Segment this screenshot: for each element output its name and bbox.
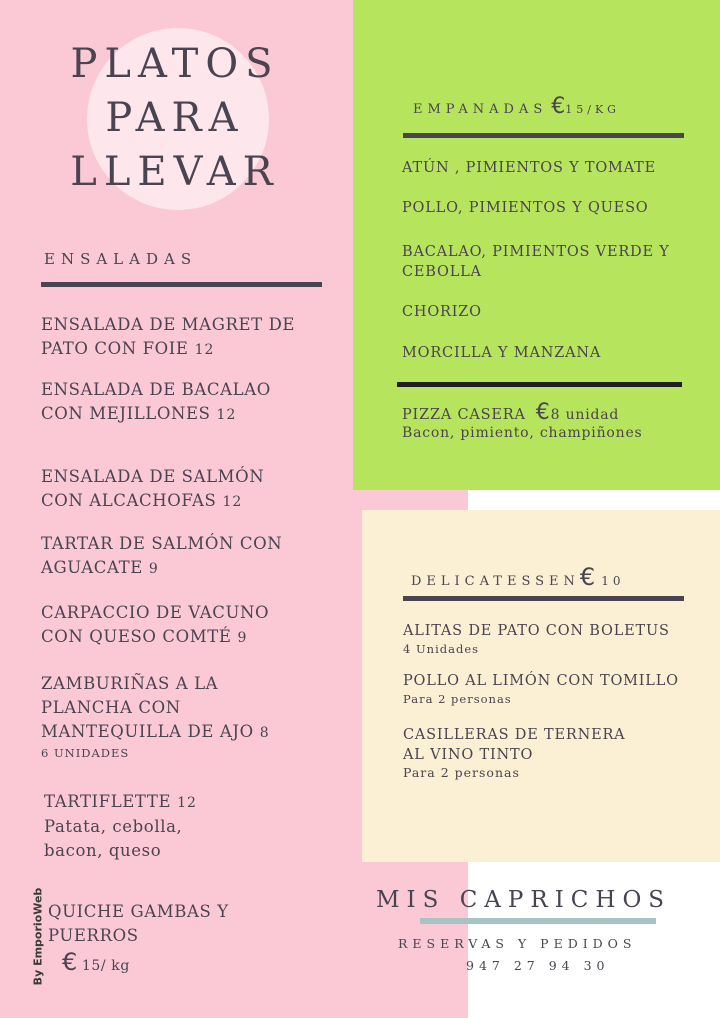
credit-text: By EmporioWeb xyxy=(31,887,45,986)
empanada-item: BACALAO, PIMIENTOS VERDE Y xyxy=(402,244,670,260)
empanada-item: MORCILLA Y MANZANA xyxy=(402,345,602,361)
euro-icon: € xyxy=(551,94,566,119)
pizza-divider xyxy=(397,382,682,387)
salad-line: ENSALADA DE MAGRET DE xyxy=(41,315,296,334)
pizza-desc: Bacon, pimiento, champiñones xyxy=(402,425,643,441)
deli-name: CASILLERAS DE TERNERA xyxy=(403,727,626,743)
salad-price: 15/ kg xyxy=(81,958,130,974)
salad-line: MANTEQUILLA DE AJO xyxy=(41,722,254,741)
title-line-3: LLEVAR xyxy=(70,149,280,195)
deli-name: ALITAS DE PATO CON BOLETUS xyxy=(403,623,670,639)
salad-line: PUERROS xyxy=(48,926,139,945)
salad-item xyxy=(41,601,269,650)
salad-line: CON ALCACHOFAS xyxy=(41,491,217,510)
euro-icon: € xyxy=(535,400,551,425)
salad-item xyxy=(48,900,229,978)
salad-line: PATO CON FOIE xyxy=(41,339,189,358)
deli-name: POLLO AL LIMÓN CON TOMILLO xyxy=(403,673,679,689)
empanada-item: ATÚN , PIMIENTOS Y TOMATE xyxy=(402,160,657,176)
ensaladas-divider xyxy=(41,282,322,287)
salad-line: CON QUESO COMTÉ xyxy=(41,627,232,646)
salad-price: 12 xyxy=(222,494,243,510)
salad-price: 12 xyxy=(177,795,197,811)
empanadas-heading: EMPANADAS €15/KG xyxy=(413,94,620,119)
salad-item xyxy=(41,313,295,362)
salad-note: 6 UNIDADES xyxy=(41,746,130,760)
salad-item xyxy=(41,532,282,581)
phone-number: 947 27 94 30 xyxy=(466,958,610,973)
deli-item xyxy=(403,725,625,781)
salad-line: ENSALADA DE BACALAO xyxy=(41,380,271,399)
salad-line: AGUACATE xyxy=(41,558,143,577)
salad-line: PLANCHA CON xyxy=(41,698,181,717)
salad-line: ENSALADA DE SALMÓN xyxy=(41,467,265,486)
salad-price: 9 xyxy=(237,630,248,646)
salad-price: 12 xyxy=(194,342,215,358)
ensaladas-heading: ENSALADAS xyxy=(44,250,198,268)
deli-note: Para 2 personas xyxy=(403,765,520,780)
empanadas-divider xyxy=(403,133,684,138)
salad-item xyxy=(41,672,270,761)
salad-line: TARTIFLETTE xyxy=(44,792,172,811)
pizza-item xyxy=(402,402,619,425)
salad-item xyxy=(41,465,264,514)
euro-icon: € xyxy=(579,563,596,591)
salad-line: ZAMBURIÑAS A LA xyxy=(41,674,219,693)
euro-icon: € xyxy=(62,948,78,976)
salad-item xyxy=(41,378,271,427)
salad-line: CON MEJILLONES xyxy=(41,404,211,423)
pizza-label: PIZZA CASERA xyxy=(402,407,526,423)
brand-subtitle: RESERVAS Y PEDIDOS xyxy=(398,936,637,951)
empanadas-price: 15/KG xyxy=(565,103,620,116)
salad-line: QUICHE GAMBAS Y xyxy=(48,902,229,921)
salad-line: TARTAR DE SALMÓN CON xyxy=(41,534,283,553)
title-line-1: PLATOS xyxy=(70,41,280,87)
delicatessen-divider xyxy=(403,596,684,601)
deli-note: 4 Unidades xyxy=(403,642,480,656)
deli-name: AL VINO TINTO xyxy=(403,747,534,763)
salad-item xyxy=(44,790,197,863)
salad-line: CARPACCIO DE VACUNO xyxy=(41,603,270,622)
title-line-2: PARA xyxy=(105,95,245,141)
brand-name: MIS CAPRICHOS xyxy=(376,887,672,913)
salad-price: 12 xyxy=(216,407,237,423)
pizza-price: 8 unidad xyxy=(550,407,620,423)
deli-item xyxy=(403,621,670,657)
salad-desc: bacon, queso xyxy=(44,841,162,860)
delicatessen-price: 10 xyxy=(601,574,625,588)
salad-desc: Patata, cebolla, xyxy=(44,817,183,836)
deli-note: Para 2 personas xyxy=(403,692,512,706)
empanada-item: CHORIZO xyxy=(402,304,482,320)
deli-item xyxy=(403,671,679,707)
brand-underline xyxy=(420,918,656,924)
delicatessen-heading: DELICATESSEN€ 10 xyxy=(411,563,625,591)
salad-price: 8 xyxy=(259,725,270,741)
empanada-item: CEBOLLA xyxy=(402,264,482,280)
salad-price: 9 xyxy=(148,561,159,577)
empanada-item: POLLO, PIMIENTOS Y QUESO xyxy=(402,200,649,216)
